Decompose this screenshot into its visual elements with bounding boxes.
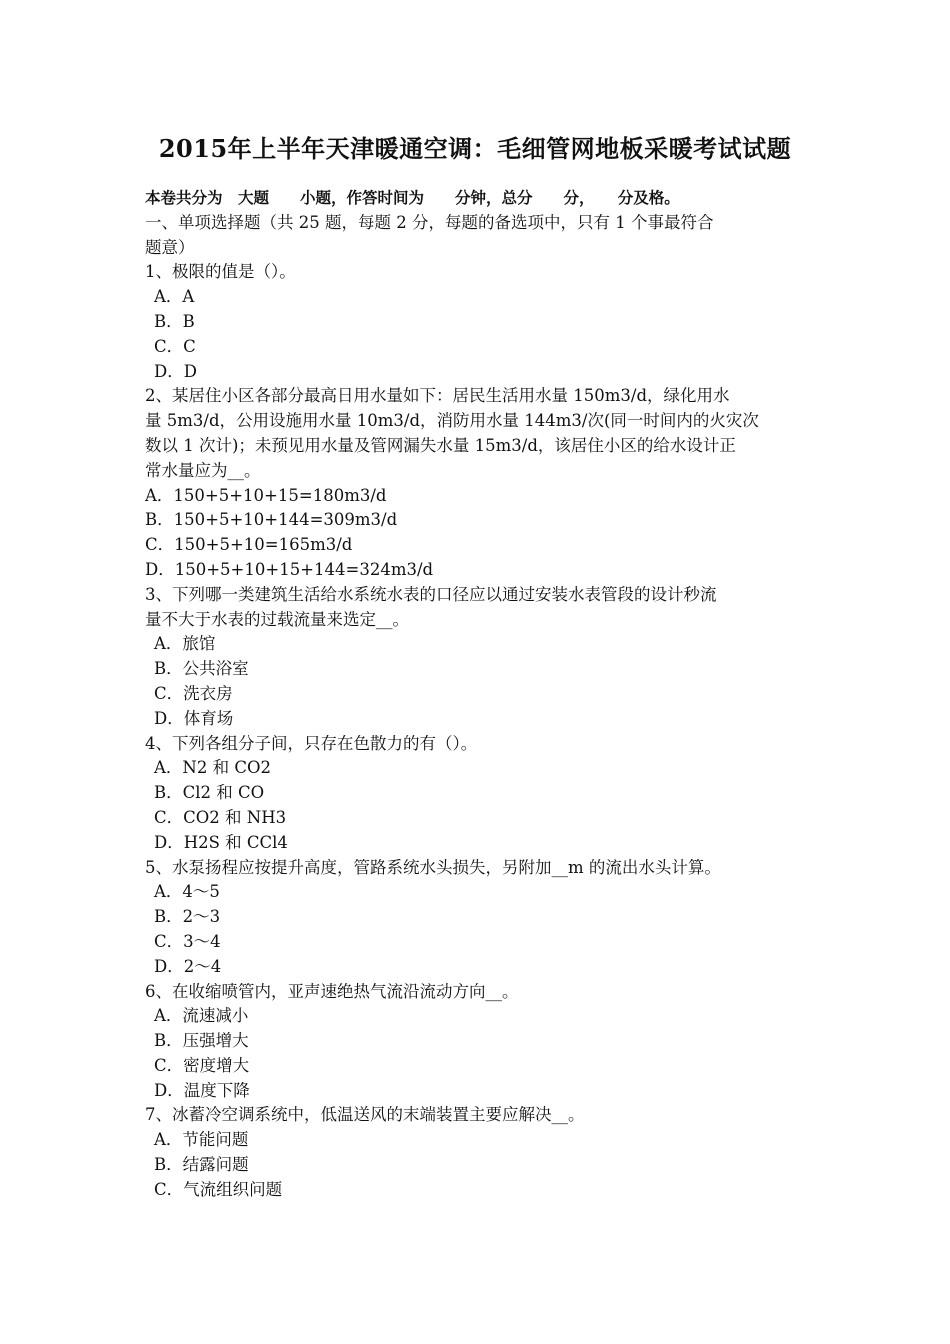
question-2-option-d: D．150+5+10+15+144=324m3/d (145, 559, 434, 579)
question-4-option-c: C．CO2 和 NH3 (154, 807, 287, 827)
question-2-option-b: B．150+5+10+144=309m3/d (145, 510, 398, 530)
question-3-line-1: 3、下列哪一类建筑生活给水系统水表的口径应以通过安装水表管段的设计秒流 (145, 584, 717, 604)
section-heading-line-1: 一、单项选择题（共 25 题，每题 2 分，每题的备选项中，只有 1 个事最符合 (145, 212, 714, 232)
question-6-option-c: C．密度增大 (154, 1055, 250, 1075)
question-4-option-d: D．H2S 和 CCl4 (154, 832, 288, 852)
question-2-line-1: 2、某居住小区各部分最高日用水量如下：居民生活用水量 150m3/d，绿化用水 (145, 386, 730, 406)
question-2-line-4: 常水量应为__。 (145, 460, 261, 480)
question-1: 1、极限的值是（）。 (145, 262, 296, 282)
question-4-option-a: A．N2 和 CO2 (154, 758, 271, 778)
question-3-option-d: D．体育场 (154, 708, 234, 728)
question-6-option-d: D．温度下降 (154, 1080, 250, 1100)
question-2-line-3: 数以 1 次计)；未预见用水量及管网漏失水量 15m3/d，该居住小区的给水设计正 (145, 435, 736, 455)
exam-intro: 本卷共分为 大题 小题，作答时间为 分钟，总分 分， 分及格。 (145, 189, 680, 207)
document-title: 2015年上半年天津暖通空调：毛细管网地板采暖考试试题 (158, 134, 792, 163)
question-5: 5、水泵扬程应按提升高度，管路系统水头损失，另附加__m 的流出水头计算。 (145, 857, 721, 877)
question-7-option-b: B．结露问题 (154, 1155, 249, 1175)
document-body (145, 186, 810, 1203)
question-2-option-a: A．150+5+10+15=180m3/d (145, 485, 387, 505)
question-2-line-2: 量 5m3/d，公用设施用水量 10m3/d，消防用水量 144m3/次(同一时间内的火灾次 (145, 411, 759, 431)
question-6: 6、在收缩喷管内，亚声速绝热气流沿流动方向__。 (145, 981, 519, 1001)
question-4: 4、下列各组分子间，只存在色散力的有（）。 (145, 733, 478, 753)
question-2-option-c: C．150+5+10=165m3/d (145, 535, 353, 555)
section-heading-line-2: 题意） (145, 237, 195, 257)
question-5-option-a: A．4～5 (154, 882, 220, 902)
question-1-option-d: D．D (154, 361, 197, 381)
question-6-option-a: A．流速减小 (154, 1006, 249, 1026)
question-5-option-b: B．2～3 (154, 907, 221, 927)
question-1-option-c: C．C (154, 336, 196, 356)
question-1-option-a: A．A (154, 287, 195, 307)
question-3-option-a: A．旅馆 (154, 634, 216, 654)
question-7-option-a: A．节能问题 (154, 1130, 249, 1150)
question-1-option-b: B．B (154, 311, 195, 331)
question-4-option-b: B．Cl2 和 CO (154, 783, 265, 803)
question-3-line-2: 量不大于水表的过载流量来选定__。 (145, 609, 409, 629)
question-3-option-c: C．洗衣房 (154, 683, 233, 703)
question-6-option-b: B．压强增大 (154, 1031, 249, 1051)
question-7: 7、冰蓄冷空调系统中，低温送风的末端装置主要应解决__。 (145, 1105, 585, 1125)
question-7-option-c: C．气流组织问题 (154, 1179, 283, 1199)
question-3-option-b: B．公共浴室 (154, 659, 249, 679)
question-5-option-c: C．3～4 (154, 931, 221, 951)
question-5-option-d: D．2～4 (154, 956, 222, 976)
